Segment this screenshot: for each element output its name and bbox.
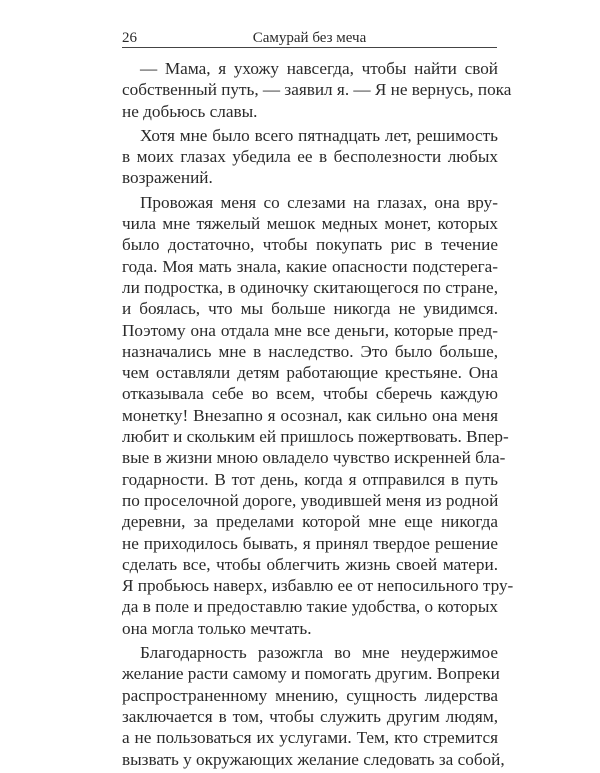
text-line: не приходилось бывать, я принял твердое решение [122, 533, 498, 553]
text-line: ли подростка, в одиночку скитающегося по стране, [122, 277, 498, 297]
text-line: Поэтому она отдала мне все деньги, которые пред- [122, 320, 498, 340]
text-line: чем оставляли детям работающие крестьяне. Она [122, 363, 498, 383]
running-title: Самурай без меча [252, 30, 367, 46]
text-line: монетку! Внезапно я осознал, как сильно она меня [122, 405, 498, 425]
text-line: Хотя мне было всего пятнадцать лет, решимость [140, 125, 498, 145]
text-line: собственный путь, — заявил я. — Я не вернусь, пока [122, 80, 512, 100]
text-line: Я пробьюсь наверх, избавлю ее от непосильного тру- [122, 576, 514, 596]
text-line: назначались мне в наследство. Это было больше, [122, 341, 498, 361]
text-line: годарности. В тот день, когда я отправился в путь [122, 469, 498, 489]
paragraph [122, 642, 505, 770]
text-line: Благодарность разожгла во мне неудержимое [140, 643, 498, 663]
text-line: чила мне тяжелый мешок медных монет, которых [122, 214, 498, 234]
text-line: любит и скольким ей пришлось пожертвовать. Впер- [122, 427, 509, 447]
text-line: и боялась, что мы больше никогда не увидимся. [122, 299, 498, 319]
text-line: заключается в том, чтобы служить другим людям, [122, 706, 498, 726]
text-line: было достаточно, чтобы покупать рис в течение [122, 235, 498, 255]
text-line: сделать все, чтобы облегчить жизнь своей матери. [122, 554, 498, 574]
text-line: вые в жизни мною овладело чувство искренней бла- [122, 448, 506, 468]
text-line: Провожая меня со слезами на глазах, она вру- [140, 192, 498, 212]
text-line: а не пользоваться их услугами. Тем, кто стремится [122, 728, 498, 748]
paragraph [122, 58, 512, 122]
text-line: в моих глазах убедила ее в бесполезности любых [122, 147, 498, 167]
text-line: по проселочной дороге, уводившей меня из родной [122, 490, 499, 510]
page-number: 26 [122, 30, 137, 46]
text-line: деревни, за пределами которой мне еще никогда [122, 512, 498, 532]
text-line: — Мама, я ухожу навсегда, чтобы найти свой [140, 59, 498, 78]
paragraph [122, 125, 498, 189]
text-line: возражений. [122, 168, 213, 188]
paragraph [122, 192, 514, 639]
text-line: распространенному мнению, сущность лидерства [122, 685, 498, 705]
text-line: года. Моя мать знала, какие опасности подстерега- [122, 256, 498, 276]
text-line: да в поле и предоставлю такие удобства, о которых [122, 597, 498, 617]
text-line: она могла только мечтать. [122, 618, 312, 638]
text-line: отказывала себе во всем, чтобы сберечь каждую [122, 384, 498, 404]
text-line: желание расти самому и помогать другим. Вопреки [122, 664, 500, 684]
text-line: не добьюсь славы. [122, 101, 258, 121]
running-header [122, 30, 497, 48]
page-body [122, 58, 514, 773]
text-line: вызвать у окружающих желание следовать за собой, [122, 749, 505, 769]
